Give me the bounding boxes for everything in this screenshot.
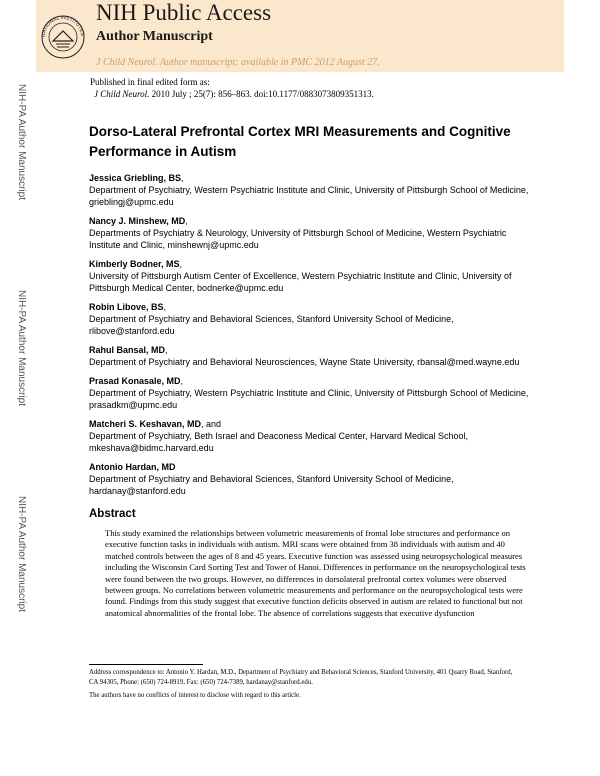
author-entry: Antonio Hardan, MD Department of Psychiatry and Behavioral Sciences, Stanford University School of Medicine, hardanay@stanford.edu [89,461,529,497]
banner-subtitle: Author Manuscript [96,29,213,44]
citation-details: 2010 July ; 25(7): 856–863. doi:10.1177/0883073809351313. [149,89,374,99]
author-affiliation: Department of Psychiatry, Western Psychiatric Institute and Clinic, University of Pittsburgh School of Medicine, grieblingj@upmc.edu [89,185,529,207]
banner-title: NIH Public Access [96,0,272,25]
side-label-1: NIH-PA Author Manuscript [16,84,27,200]
publication-info [90,76,560,100]
author-entry: Kimberly Bodner, MS, University of Pittsburgh Autism Center of Excellence, Western Psychiatric Institute and Clinic, University of Pittsburgh Medical Center, bodnerke@upmc.edu [89,258,529,294]
paper-title: Dorso-Lateral Prefrontal Cortex MRI Measurements and Cognitive Performance in Autism [89,124,511,159]
abstract-heading: Abstract [89,508,136,520]
published-label: Published in final edited form as: [90,77,210,87]
journal-citation: J Child Neurol. [94,89,150,99]
banner-availability-note: J Child Neurol. Author manuscript; available in PMC 2012 August 27. [96,57,380,68]
citation-line [90,88,560,100]
author-entry: Nancy J. Minshew, MD, Departments of Psychiatry & Neurology, University of Pittsburgh School of Medicine, Western Psychiatric Institute and Clinic, minshewnj@upmc.edu [89,215,529,251]
author-list [89,172,529,504]
author-entry: Matcheri S. Keshavan, MD, and Department of Psychiatry, Beth Israel and Deaconess Medical Center, Harvard Medical School, mkeshava@bidmc.harvard.edu [89,418,529,454]
author-entry: Robin Libove, BS, Department of Psychiatry and Behavioral Sciences, Stanford University School of Medicine, rlibove@stanford.edu [89,301,529,337]
author-affiliation: Department of Psychiatry, Western Psychiatric Institute and Clinic, University of Pittsburgh School of Medicine, prasadkm@upmc.edu [89,388,529,410]
side-label-2: NIH-PA Author Manuscript [16,290,27,406]
author-entry: Jessica Griebling, BS, Department of Psychiatry, Western Psychiatric Institute and Clinic, University of Pittsburgh School of Medicine, grieblingj@upmc.edu [89,173,529,207]
correspondence-note: Address correspondence to: Antonio Y. Hardan, M.D., Department of Psychiatry and Behavioral Sciences, Stanford University, 401 Quarry Road, Stanford, CA 94305, Phone: (650) 724-8919, Fax: (650) 724-7389, hardanay@stanford.edu. [89,669,513,686]
footnotes [89,668,521,705]
author-affiliation: University of Pittsburgh Autism Center of Excellence, Western Psychiatric Institute and Clinic, University of Pittsburgh Medical Center, bodnerke@upmc.edu [89,271,512,293]
author-affiliation: Department of Psychiatry and Behavioral Sciences, Stanford University School of Medicine, hardanay@stanford.edu [89,474,454,496]
author-affiliation: Department of Psychiatry and Behavioral Sciences, Stanford University School of Medicine, rlibove@stanford.edu [89,314,454,336]
side-label-3: NIH-PA Author Manuscript [16,496,27,612]
conflicts-note: The authors have no conflicts of interest to disclose with regard to this article. [89,692,301,699]
author-entry: Rahul Bansal, MD, Department of Psychiatry and Behavioral Neurosciences, Wayne State University, rbansal@med.wayne.edu [89,344,529,368]
footnote-divider [89,664,203,665]
nih-logo-icon [40,3,86,67]
author-affiliation: Department of Psychiatry, Beth Israel and Deaconess Medical Center, Harvard Medical School, mkeshava@bidmc.harvard.edu [89,431,469,453]
abstract-body: This study examined the relationships between volumetric measurements of frontal lobe structures and performance on executive function tasks in individuals with autism. MRI scans were obtained from 38 individuals with autism and 40 matched controls between the ages of 8 and 45 years. Executive function was assessed using neuropsychological measures including the Wisconsin Card Sorting Test and Tower of Hanoi. Differences in performance on the neuropsychological tests were found between the two groups. However, no differences in dorsolateral prefrontal cortex volumes were observed between groups. No correlations between volumetric measurements and performance on the neuropsychological tests were found. Findings from this study suggest that executive function deficits observed in autism are related to functional but not anatomical abnormalities of the frontal lobe. The absence of correlations suggests that executive dysfunction [105,528,526,618]
author-entry: Prasad Konasale, MD, Department of Psychiatry, Western Psychiatric Institute and Clinic, University of Pittsburgh School of Medicine, prasadkm@upmc.edu [89,376,529,410]
svg-text:NATIONAL INSTITUTES OF HEALTH: NATIONAL INSTITUTES [40,14,86,38]
author-affiliation: Departments of Psychiatry & Neurology, University of Pittsburgh School of Medicine, Western Psychiatric Institute and Clinic, minshewnj@upmc.edu [89,228,507,250]
author-affiliation: Department of Psychiatry and Behavioral Neurosciences, Wayne State University, rbansal@med.wayne.edu [89,357,520,367]
